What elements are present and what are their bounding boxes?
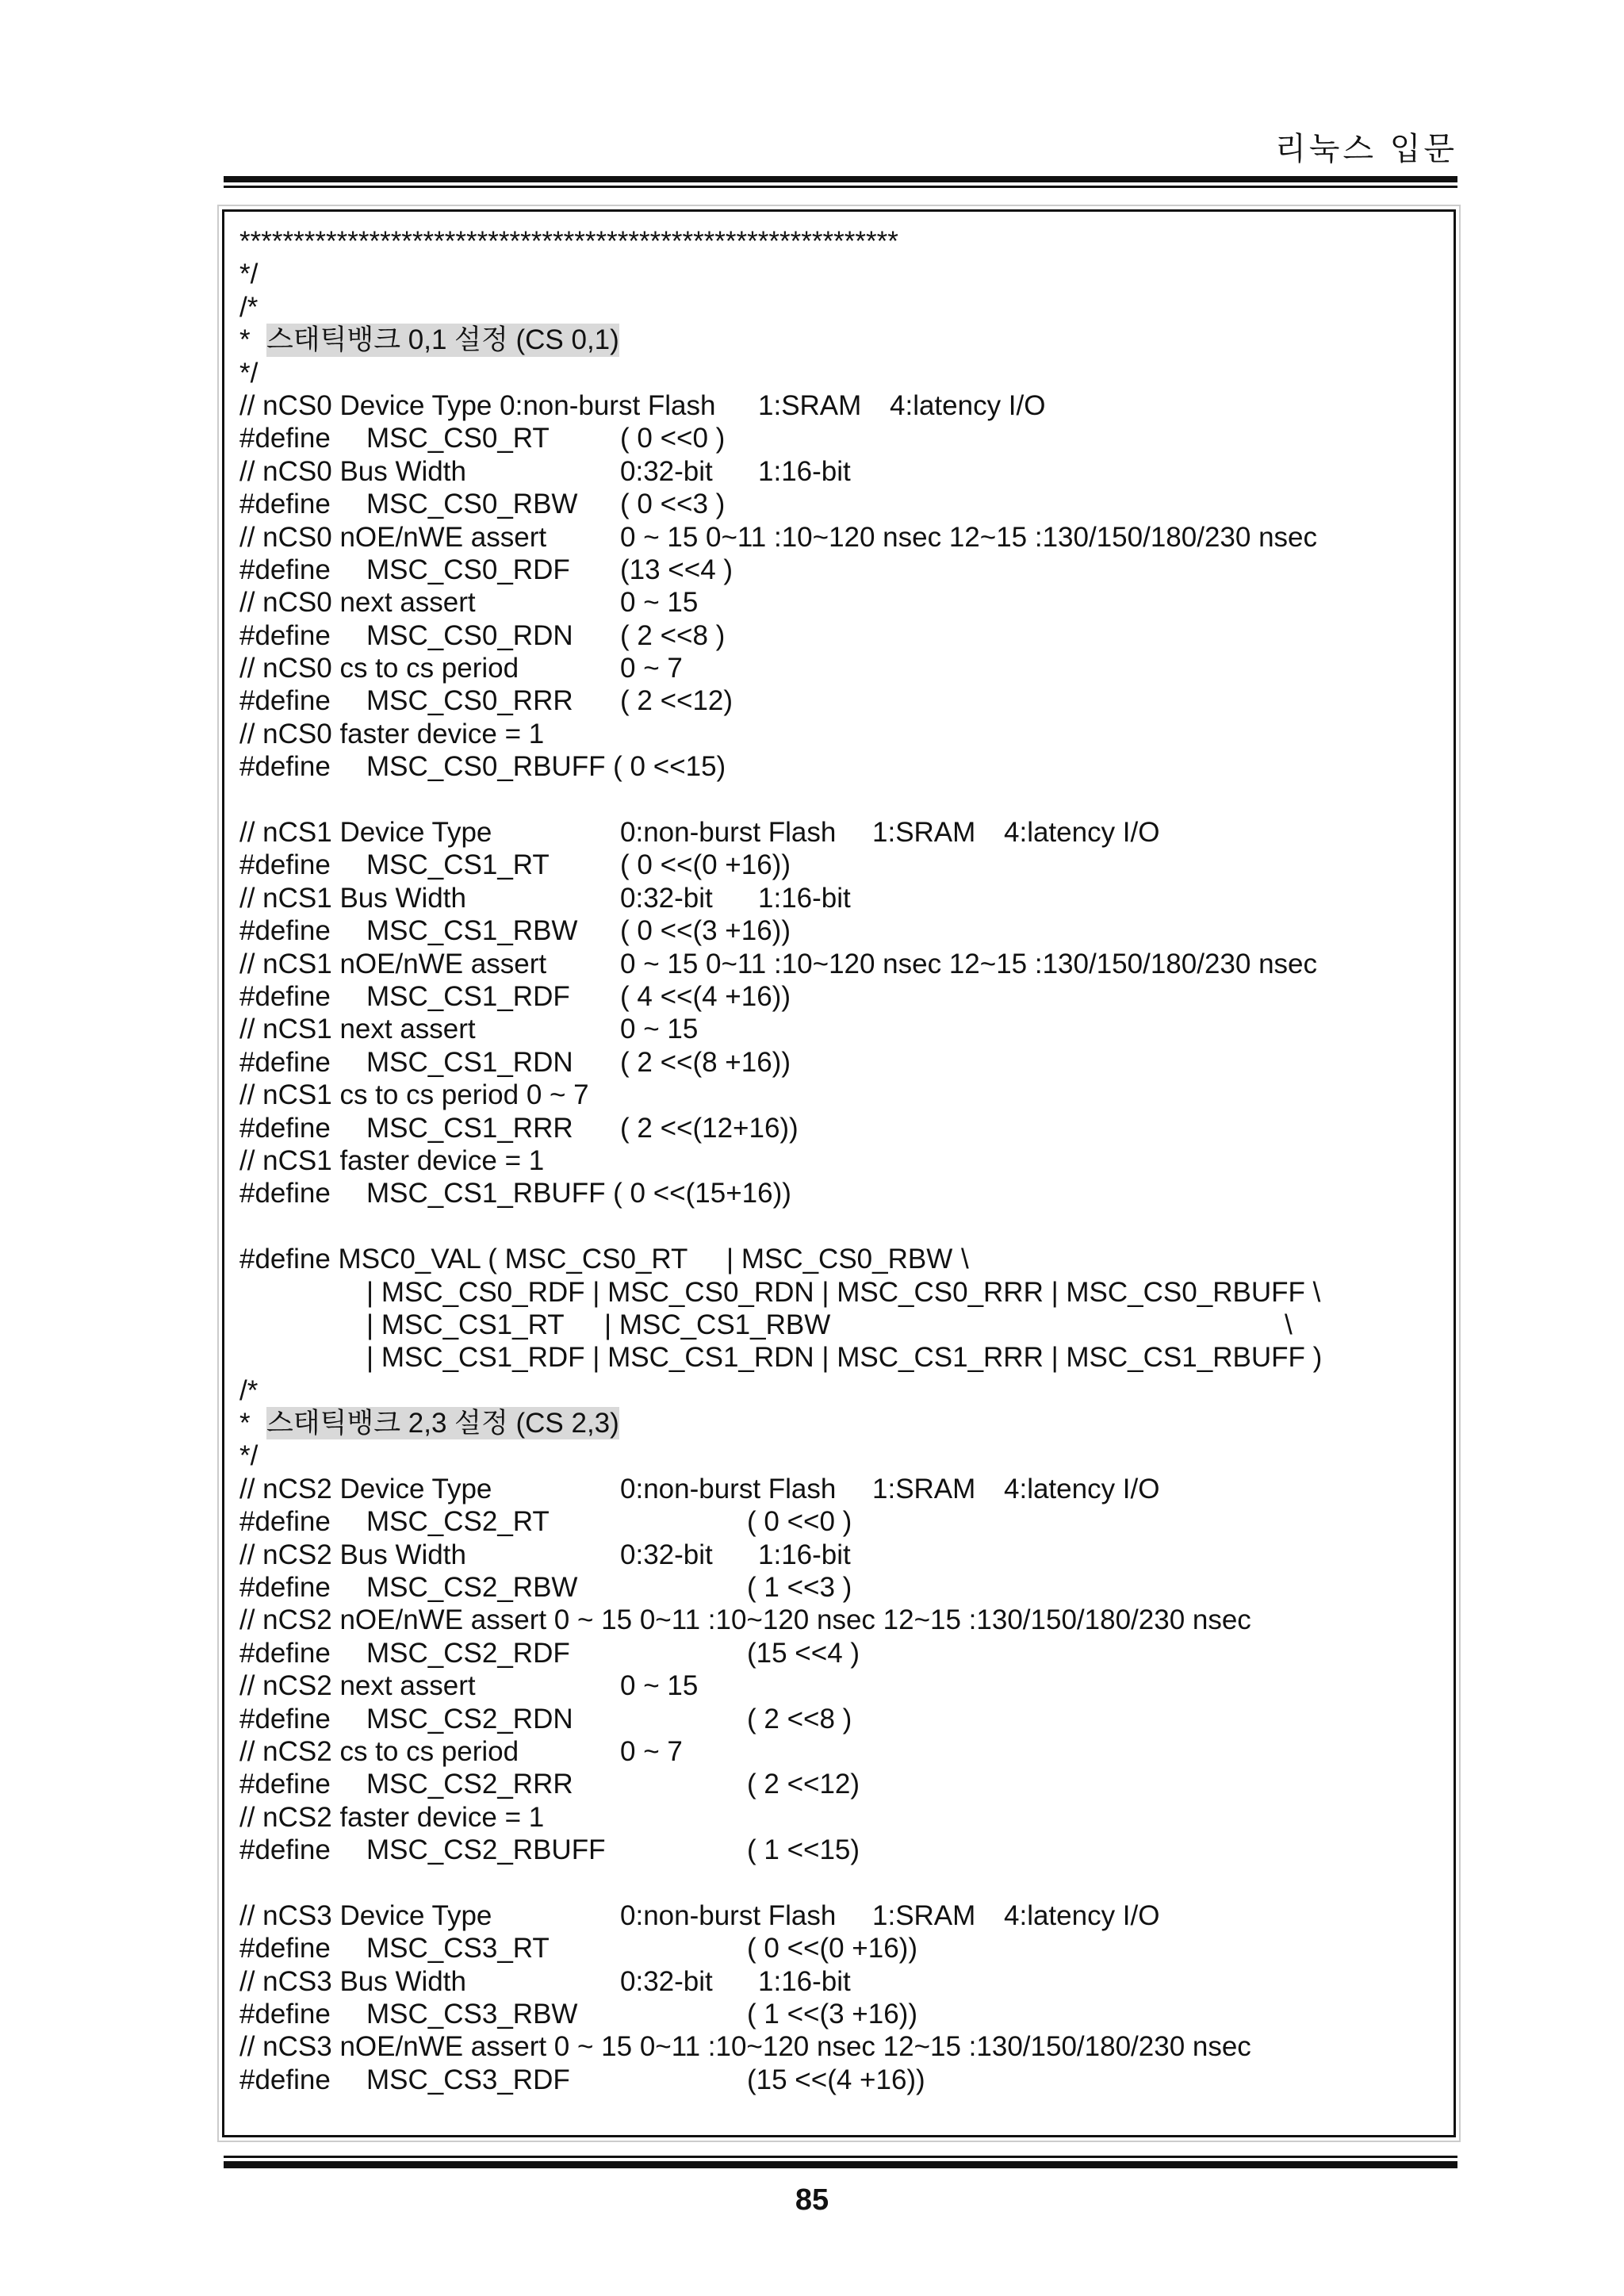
code-line [239, 619, 1437, 652]
code-segment: 0 ~ 15 [620, 1014, 699, 1045]
footer-rule-thick [224, 2161, 1457, 2168]
code-segment: #define [239, 423, 331, 454]
code-segment: | MSC_CS1_RDF | MSC_CS1_RDN | MSC_CS1_RRR | MSC_CS1_RBUFF ) [366, 1342, 1323, 1374]
code-segment: ( 2 <<(8 +16)) [620, 1046, 791, 1078]
code-segment: // nCS2 cs to cs period [239, 1735, 519, 1767]
code-segment: #define [239, 1046, 331, 1078]
code-segment: 0 ~ 7 [620, 1735, 683, 1767]
code-line [239, 357, 1437, 389]
code-segment: MSC_CS2_RRR [366, 1769, 573, 1800]
code-segment: #define [239, 1933, 331, 1964]
code-segment: 1:16-bit [758, 455, 851, 487]
code-segment: MSC_CS2_RDF [366, 1637, 570, 1669]
code-segment: 0:32-bit [620, 455, 713, 487]
code-line [239, 1243, 1437, 1275]
code-line [239, 1046, 1437, 1079]
code-segment: #define [239, 1112, 331, 1144]
code-segment: MSC_CS1_RDN [366, 1046, 573, 1078]
section-heading-highlight: 스태틱뱅크 2,3 설정 (CS 2,3) [266, 1408, 619, 1439]
code-line [239, 258, 1437, 290]
page-number: 85 [795, 2183, 829, 2217]
code-segment: ************************************************************* [239, 226, 898, 257]
code-segment: #define [239, 489, 331, 520]
code-segment: 0 ~ 15 0~11 :10~120 nsec 12~15 :130/150/180/230 nsec [620, 521, 1317, 553]
code-segment: 0:32-bit [620, 882, 713, 914]
code-segment: #define [239, 1637, 331, 1669]
code-segment: MSC_CS1_RRR [366, 1112, 573, 1144]
code-line [239, 652, 1437, 684]
code-segment: 1:SRAM [872, 817, 976, 849]
code-listing [239, 225, 1437, 2096]
code-segment: MSC_CS1_RBUFF ( 0 <<(15+16)) [366, 1178, 791, 1209]
code-line [239, 784, 1437, 816]
code-segment: MSC_CS0_RT [366, 423, 550, 454]
code-segment: ( 4 <<(4 +16)) [620, 980, 791, 1012]
footer-rule-thin [224, 2156, 1457, 2158]
code-segment: 0:32-bit [620, 1539, 713, 1570]
code-line [239, 225, 1437, 258]
code-segment: ( 0 <<0 ) [620, 423, 726, 454]
code-segment: MSC_CS3_RDF [366, 2064, 570, 2095]
code-segment: 1:SRAM [872, 1473, 976, 1504]
code-line [239, 1144, 1437, 1177]
code-segment: \ [961, 1244, 969, 1275]
code-line [239, 1309, 1437, 1341]
code-segment: 4:latency I/O [1004, 1899, 1160, 1931]
code-segment: 0:non-burst Flash [620, 1473, 837, 1504]
code-segment: ( 0 <<3 ) [620, 489, 726, 520]
code-segment: // nCS3 Device Type [239, 1899, 492, 1931]
section-heading-highlight: 스태틱뱅크 0,1 설정 (CS 0,1) [266, 324, 619, 356]
code-segment: 0:non-burst Flash [620, 817, 837, 849]
code-segment: 4:latency I/O [1004, 817, 1160, 849]
code-line [239, 2064, 1437, 2096]
code-segment: // nCS0 Device Type 0:non-burst Flash [239, 389, 716, 421]
code-segment: 4:latency I/O [1004, 1473, 1160, 1504]
code-line [239, 1637, 1437, 1669]
code-segment: #define [239, 685, 331, 717]
code-segment: ( 2 <<(12+16)) [620, 1112, 799, 1144]
code-line [239, 554, 1437, 586]
code-segment: 1:SRAM [872, 1899, 976, 1931]
code-segment: MSC_CS0_RDN [366, 619, 573, 651]
code-segment: \ [1285, 1309, 1293, 1340]
code-segment: #define [239, 1834, 331, 1866]
code-segment: | MSC_CS0_RBW [726, 1244, 953, 1275]
code-line [239, 1965, 1437, 1998]
code-line [239, 1998, 1437, 2030]
code-segment: // nCS1 cs to cs period 0 ~ 7 [239, 1079, 589, 1111]
code-segment: // nCS1 nOE/nWE assert [239, 948, 547, 979]
code-line [239, 1899, 1437, 1932]
code-segment: #define [239, 619, 331, 651]
code-line [239, 521, 1437, 554]
code-line [239, 948, 1437, 980]
code-line [239, 1013, 1437, 1045]
code-segment: MSC_CS2_RBUFF [366, 1834, 606, 1866]
code-line [239, 1177, 1437, 1209]
code-segment: 1:16-bit [758, 1539, 851, 1570]
code-segment: ( 0 <<(0 +16)) [747, 1933, 917, 1964]
code-segment: */ [239, 259, 259, 290]
code-line [239, 1703, 1437, 1735]
code-segment: ( 0 <<(3 +16)) [620, 915, 791, 947]
code-segment: #define [239, 1572, 331, 1604]
code-line [239, 324, 1437, 356]
code-segment: MSC_CS3_RBW [366, 1999, 578, 2030]
code-line [239, 1276, 1437, 1309]
code-line [239, 1341, 1437, 1374]
code-segment: // nCS3 nOE/nWE assert 0 ~ 15 0~11 :10~120 nsec 12~15 :130/150/180/230 nsec [239, 2031, 1251, 2063]
code-line [239, 914, 1437, 947]
code-line [239, 1834, 1437, 1866]
code-segment: 0 ~ 15 [620, 1670, 699, 1702]
code-segment: #define [239, 915, 331, 947]
code-segment: 1:SRAM [758, 389, 862, 421]
code-line [239, 1571, 1437, 1604]
code-line [239, 1505, 1437, 1538]
code-segment: /* [239, 1374, 259, 1406]
code-segment: // nCS2 nOE/nWE assert 0 ~ 15 0~11 :10~120 nsec 12~15 :130/150/180/230 nsec [239, 1604, 1251, 1636]
code-segment: // nCS0 nOE/nWE assert [239, 521, 547, 553]
code-line [239, 1374, 1437, 1407]
code-segment: 0 ~ 7 [620, 653, 683, 684]
code-line [239, 455, 1437, 488]
code-segment: #define [239, 1506, 331, 1538]
code-segment: #define [239, 1999, 331, 2030]
code-segment: 1:16-bit [758, 882, 851, 914]
code-line [239, 1539, 1437, 1571]
code-segment: MSC_CS1_RT [366, 849, 550, 881]
code-segment: #define [239, 980, 331, 1012]
code-segment: // nCS1 Bus Width [239, 882, 466, 914]
code-line [239, 816, 1437, 849]
code-segment: // nCS2 Device Type [239, 1473, 492, 1504]
code-line [239, 2030, 1437, 2063]
code-line [239, 1210, 1437, 1243]
code-line [239, 1867, 1437, 1899]
code-segment: (13 <<4 ) [620, 554, 733, 585]
code-segment: ( 1 <<(3 +16)) [747, 1999, 917, 2030]
code-segment: * [239, 324, 251, 356]
code-line [239, 1932, 1437, 1964]
code-segment: #define [239, 751, 331, 783]
code-segment: #define MSC0_VAL ( MSC_CS0_RT [239, 1244, 688, 1275]
code-segment: ( 2 <<8 ) [747, 1703, 852, 1734]
code-segment: ( 0 <<0 ) [747, 1506, 852, 1538]
code-segment: ( 1 <<15) [747, 1834, 860, 1866]
code-line [239, 1439, 1437, 1472]
code-segment: #define [239, 554, 331, 585]
code-segment: (15 <<4 ) [747, 1637, 860, 1669]
header-rule-thin [224, 186, 1457, 188]
code-line [239, 389, 1437, 422]
code-line [239, 750, 1437, 783]
code-line [239, 980, 1437, 1013]
code-segment: | MSC_CS0_RDF | MSC_CS0_RDN | MSC_CS0_RRR | MSC_CS0_RBUFF \ [366, 1276, 1321, 1308]
code-segment: */ [239, 357, 259, 389]
code-line [239, 1112, 1437, 1144]
code-segment: // nCS1 Device Type [239, 817, 492, 849]
code-line [239, 718, 1437, 750]
code-line [239, 1735, 1437, 1768]
header-rule-thick [224, 176, 1457, 182]
code-line [239, 849, 1437, 881]
code-segment: // nCS0 next assert [239, 587, 476, 619]
code-line [239, 1407, 1437, 1439]
code-segment: 0:non-burst Flash [620, 1899, 837, 1931]
code-segment: MSC_CS0_RBW [366, 489, 578, 520]
code-line [239, 488, 1437, 520]
code-segment: */ [239, 1440, 259, 1472]
code-line [239, 684, 1437, 717]
code-segment: MSC_CS3_RT [366, 1933, 550, 1964]
code-segment: MSC_CS2_RBW [366, 1572, 578, 1604]
code-segment: MSC_CS1_RDF [366, 980, 570, 1012]
code-line [239, 422, 1437, 454]
code-line [239, 291, 1437, 324]
code-segment: // nCS1 faster device = 1 [239, 1144, 545, 1176]
code-line [239, 1473, 1437, 1505]
code-line [239, 1801, 1437, 1834]
code-segment: MSC_CS1_RBW [366, 915, 578, 947]
code-line [239, 1768, 1437, 1800]
code-segment: MSC_CS2_RDN [366, 1703, 573, 1734]
code-line [239, 1079, 1437, 1111]
code-segment: // nCS0 cs to cs period [239, 653, 519, 684]
code-segment: #define [239, 1769, 331, 1800]
code-segment: | MSC_CS1_RBW [604, 1309, 831, 1340]
code-segment: #define [239, 1703, 331, 1734]
code-line [239, 882, 1437, 914]
code-segment: ( 2 <<8 ) [620, 619, 726, 651]
code-segment: MSC_CS0_RDF [366, 554, 570, 585]
code-segment: // nCS2 Bus Width [239, 1539, 466, 1570]
code-segment: ( 0 <<(0 +16)) [620, 849, 791, 881]
code-segment: | MSC_CS1_RT [366, 1309, 565, 1340]
code-line [239, 1669, 1437, 1702]
code-segment: 0 ~ 15 0~11 :10~120 nsec 12~15 :130/150/180/230 nsec [620, 948, 1317, 979]
code-segment: MSC_CS2_RT [366, 1506, 550, 1538]
code-segment: 0 ~ 15 [620, 587, 699, 619]
code-segment: #define [239, 849, 331, 881]
code-segment: ( 2 <<12) [620, 685, 733, 717]
code-segment: // nCS1 next assert [239, 1014, 476, 1045]
code-segment: // nCS2 next assert [239, 1670, 476, 1702]
code-segment: 0:32-bit [620, 1965, 713, 1997]
code-segment: ( 1 <<3 ) [747, 1572, 852, 1604]
code-segment: // nCS2 faster device = 1 [239, 1801, 545, 1833]
code-segment: 4:latency I/O [890, 389, 1046, 421]
code-line [239, 586, 1437, 619]
code-segment: #define [239, 2064, 331, 2095]
code-segment: // nCS3 Bus Width [239, 1965, 466, 1997]
code-segment: // nCS0 faster device = 1 [239, 718, 545, 749]
code-segment: #define [239, 1178, 331, 1209]
code-line [239, 1604, 1437, 1636]
page-header-title: 리눅스 입문 [1275, 131, 1457, 167]
code-segment: (15 <<(4 +16)) [747, 2064, 925, 2095]
code-segment: // nCS0 Bus Width [239, 455, 466, 487]
code-segment: /* [239, 291, 259, 323]
code-segment: MSC_CS0_RBUFF ( 0 <<15) [366, 751, 726, 783]
code-segment: ( 2 <<12) [747, 1769, 860, 1800]
code-segment: 1:16-bit [758, 1965, 851, 1997]
code-segment: * [239, 1408, 251, 1439]
code-segment: MSC_CS0_RRR [366, 685, 573, 717]
